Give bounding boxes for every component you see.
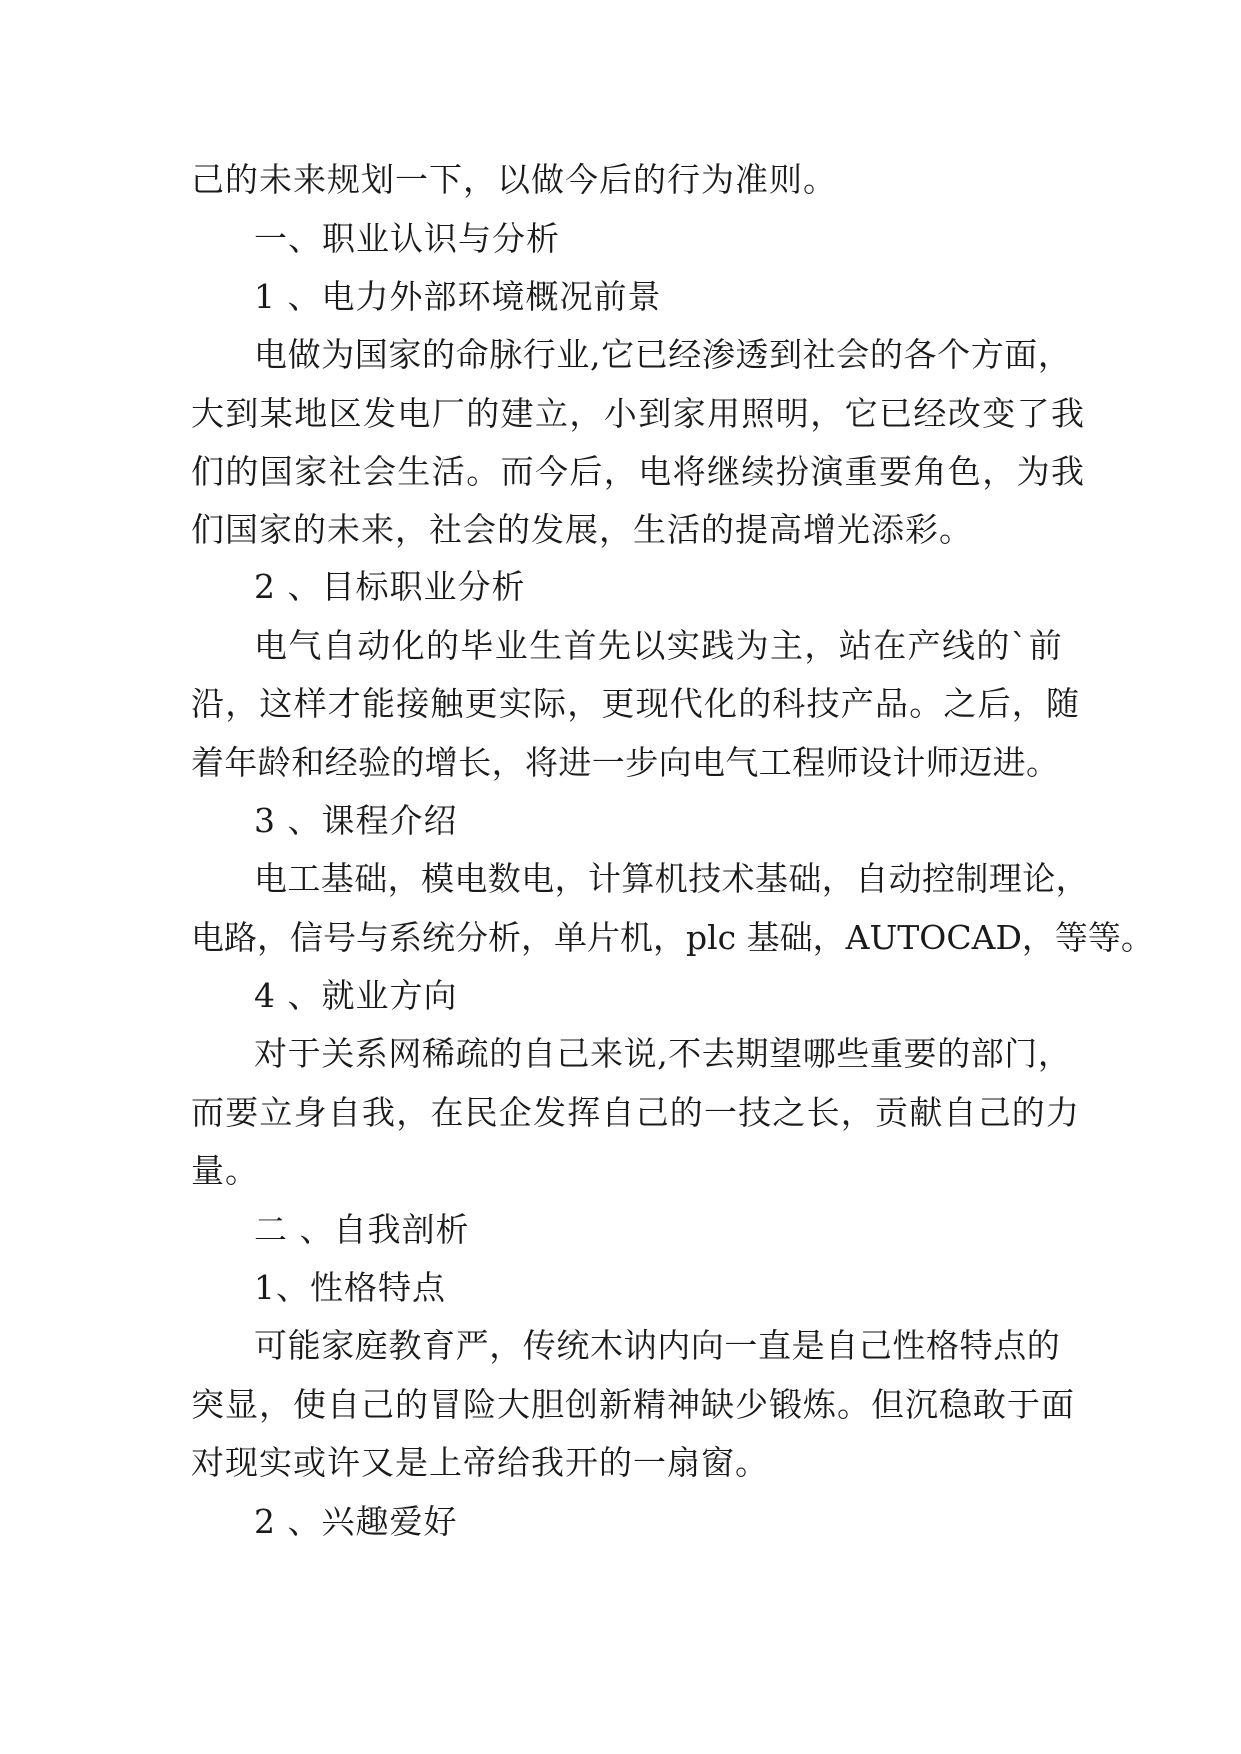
paragraph-line: 沿，这样才能接触更实际，更现代化的科技产品。之后，随: [191, 684, 1081, 723]
subheading-hobbies: 2 、兴趣爱好: [254, 1502, 458, 1541]
paragraph-line: 们的国家社会生活。而今后，电将继续扮演重要角色，为我: [191, 452, 1086, 491]
paragraph-line: 大到某地区发电厂的建立，小到家用照明，它已经改变了我: [191, 394, 1086, 433]
paragraph-line: 量。: [191, 1151, 259, 1190]
paragraph-line: 突显，使自己的冒险大胆创新精神缺少锻炼。但沉稳敢于面: [191, 1385, 1075, 1424]
section-heading-self-analysis: 二 、自我剖析: [254, 1210, 470, 1249]
paragraph-line: 而要立身自我，在民企发挥自己的一技之长，贡献自己的力: [191, 1093, 1081, 1132]
paragraph-line: 电路，信号与系统分析，单片机，plc 基础，AUTOCAD，等等。: [191, 918, 1154, 957]
paragraph-line: 电气自动化的毕业生首先以实践为主，站在产线的`前: [254, 626, 1064, 665]
paragraph-line: 电做为国家的命脉行业,它已经渗透到社会的各个方面，: [254, 335, 1072, 374]
paragraph-line: 电工基础，模电数电，计算机技术基础，自动控制理论，: [254, 859, 1089, 898]
subheading-employment: 4 、就业方向: [254, 976, 458, 1015]
subheading-power-environment: 1 、电力外部环境概况前景: [254, 277, 662, 316]
subheading-personality: 1、性格特点: [254, 1268, 446, 1307]
paragraph-line: 可能家庭教育严，传统木讷内向一直是自己性格特点的: [254, 1326, 1061, 1365]
paragraph-line: 对于关系网稀疏的自己来说,不去期望哪些重要的部门，: [254, 1034, 1072, 1073]
section-heading-career-analysis: 一、职业认识与分析: [254, 219, 560, 258]
subheading-courses: 3 、课程介绍: [254, 801, 458, 840]
paragraph-line: 对现实或许又是上帝给我开的一扇窗。: [191, 1443, 769, 1482]
paragraph-line: 己的未来规划一下，以做今后的行为准则。: [191, 160, 837, 199]
paragraph-line: 们国家的未来，社会的发展，生活的提高增光添彩。: [191, 510, 973, 549]
subheading-target-career: 2 、目标职业分析: [254, 567, 526, 606]
paragraph-line: 着年龄和经验的增长，将进一步向电气工程师设计师迈进。: [191, 743, 1060, 782]
